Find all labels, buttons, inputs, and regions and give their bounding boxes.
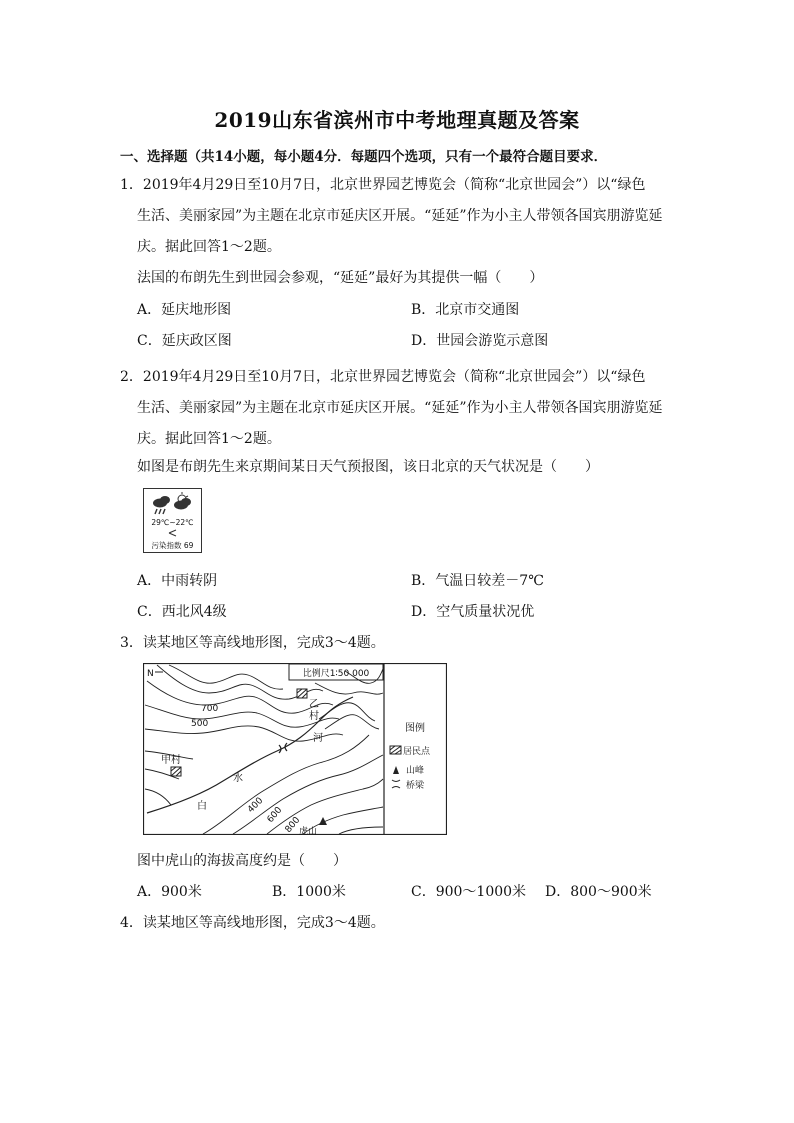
legend-peak-label: 山峰 [406,766,425,776]
q2-line-3: 庆。据此回答1～2题。 [137,431,281,447]
section-heading: 一、选择题（共14小题，每小题4分．每题四个选项，只有一个最符合题目要求． [120,149,608,165]
village-a-label: 甲村 [161,755,181,766]
tiger-mountain-label: 虎山 [299,827,318,835]
map-scale: 比例尺1∶50 000 [302,669,370,679]
contour-label-700: 700 [201,704,219,714]
q2-question: 如图是布朗先生来京期间某日天气预报图，该日北京的天气状况是（ ） [137,459,599,475]
q4-stem: 4．读某地区等高线地形图，完成3～4题。 [120,915,385,931]
q3-option-a: A．900米 [137,884,202,900]
q2-line-2: 生活、美丽家园”为主题在北京市延庆区开展。“延延”作为小主人带领各国宾朋游览延 [137,400,663,416]
q1-option-d: D．世园会游览示意图 [411,333,549,349]
contour-label-800: 800 [283,815,303,835]
q1-line-2: 生活、美丽家园”为主题在北京市延庆区开展。“延延”作为小主人带领各国宾朋游览延 [137,208,663,224]
village-b-label-2: 村 [309,711,319,722]
page-title: 2019山东省滨州市中考地理真题及答案 [214,108,580,132]
q1-option-c: C．延庆政区图 [137,333,232,349]
q1-line-3: 庆。据此回答1～2题。 [137,239,281,255]
q2-option-b: B．气温日较差－7℃ [411,573,544,589]
q1-question: 法国的布朗先生到世园会参观，“延延”最好为其提供一幅（ ） [137,270,544,286]
q1-option-b: B．北京市交通图 [411,302,520,318]
village-b-label-1: 乙 [309,699,319,710]
q1-option-a: A．延庆地形图 [137,302,232,318]
q2-option-c: C．西北风4级 [137,604,227,620]
q2-option-a: A．中雨转阴 [137,573,218,589]
question-2-stem [120,362,680,455]
pollution-index: 污染指数 69 [151,541,194,550]
q2-line-1: 2．2019年4月29日至10月7日，北京世界园艺博览会（简称“北京世园会”）以“绿色 [120,369,646,385]
river-label-shui: 水 [233,773,243,784]
contour-map [143,663,447,835]
q2-option-d: D．空气质量状况优 [411,604,535,620]
river-label-he: 河 [313,733,323,744]
weather-temperature: 29℃~22℃ [151,518,194,527]
contour-label-400: 400 [246,795,266,816]
weather-forecast-card [143,488,202,553]
contour-label-500: 500 [191,719,209,729]
q1-line-1: 1．2019年4月29日至10月7日，北京世界园艺博览会（简称“北京世园会”）以“绿色 [120,177,646,193]
legend-settlement-label: 居民点 [403,747,431,757]
legend-title: 图例 [405,723,425,734]
q3-option-b: B．1000米 [272,884,346,900]
q3-stem: 3．读某地区等高线地形图，完成3～4题。 [120,635,385,651]
q3-question: 图中虎山的海拔高度约是（ ） [137,853,347,869]
q3-option-d: D．800～900米 [545,884,652,900]
north-label: N [147,669,154,679]
river-label-bai: 白 [197,801,207,812]
contour-label-600: 600 [265,805,285,825]
question-1-stem [120,170,680,263]
q3-option-c: C．900～1000米 [411,884,527,900]
legend-bridge-label: 桥梁 [406,781,425,791]
